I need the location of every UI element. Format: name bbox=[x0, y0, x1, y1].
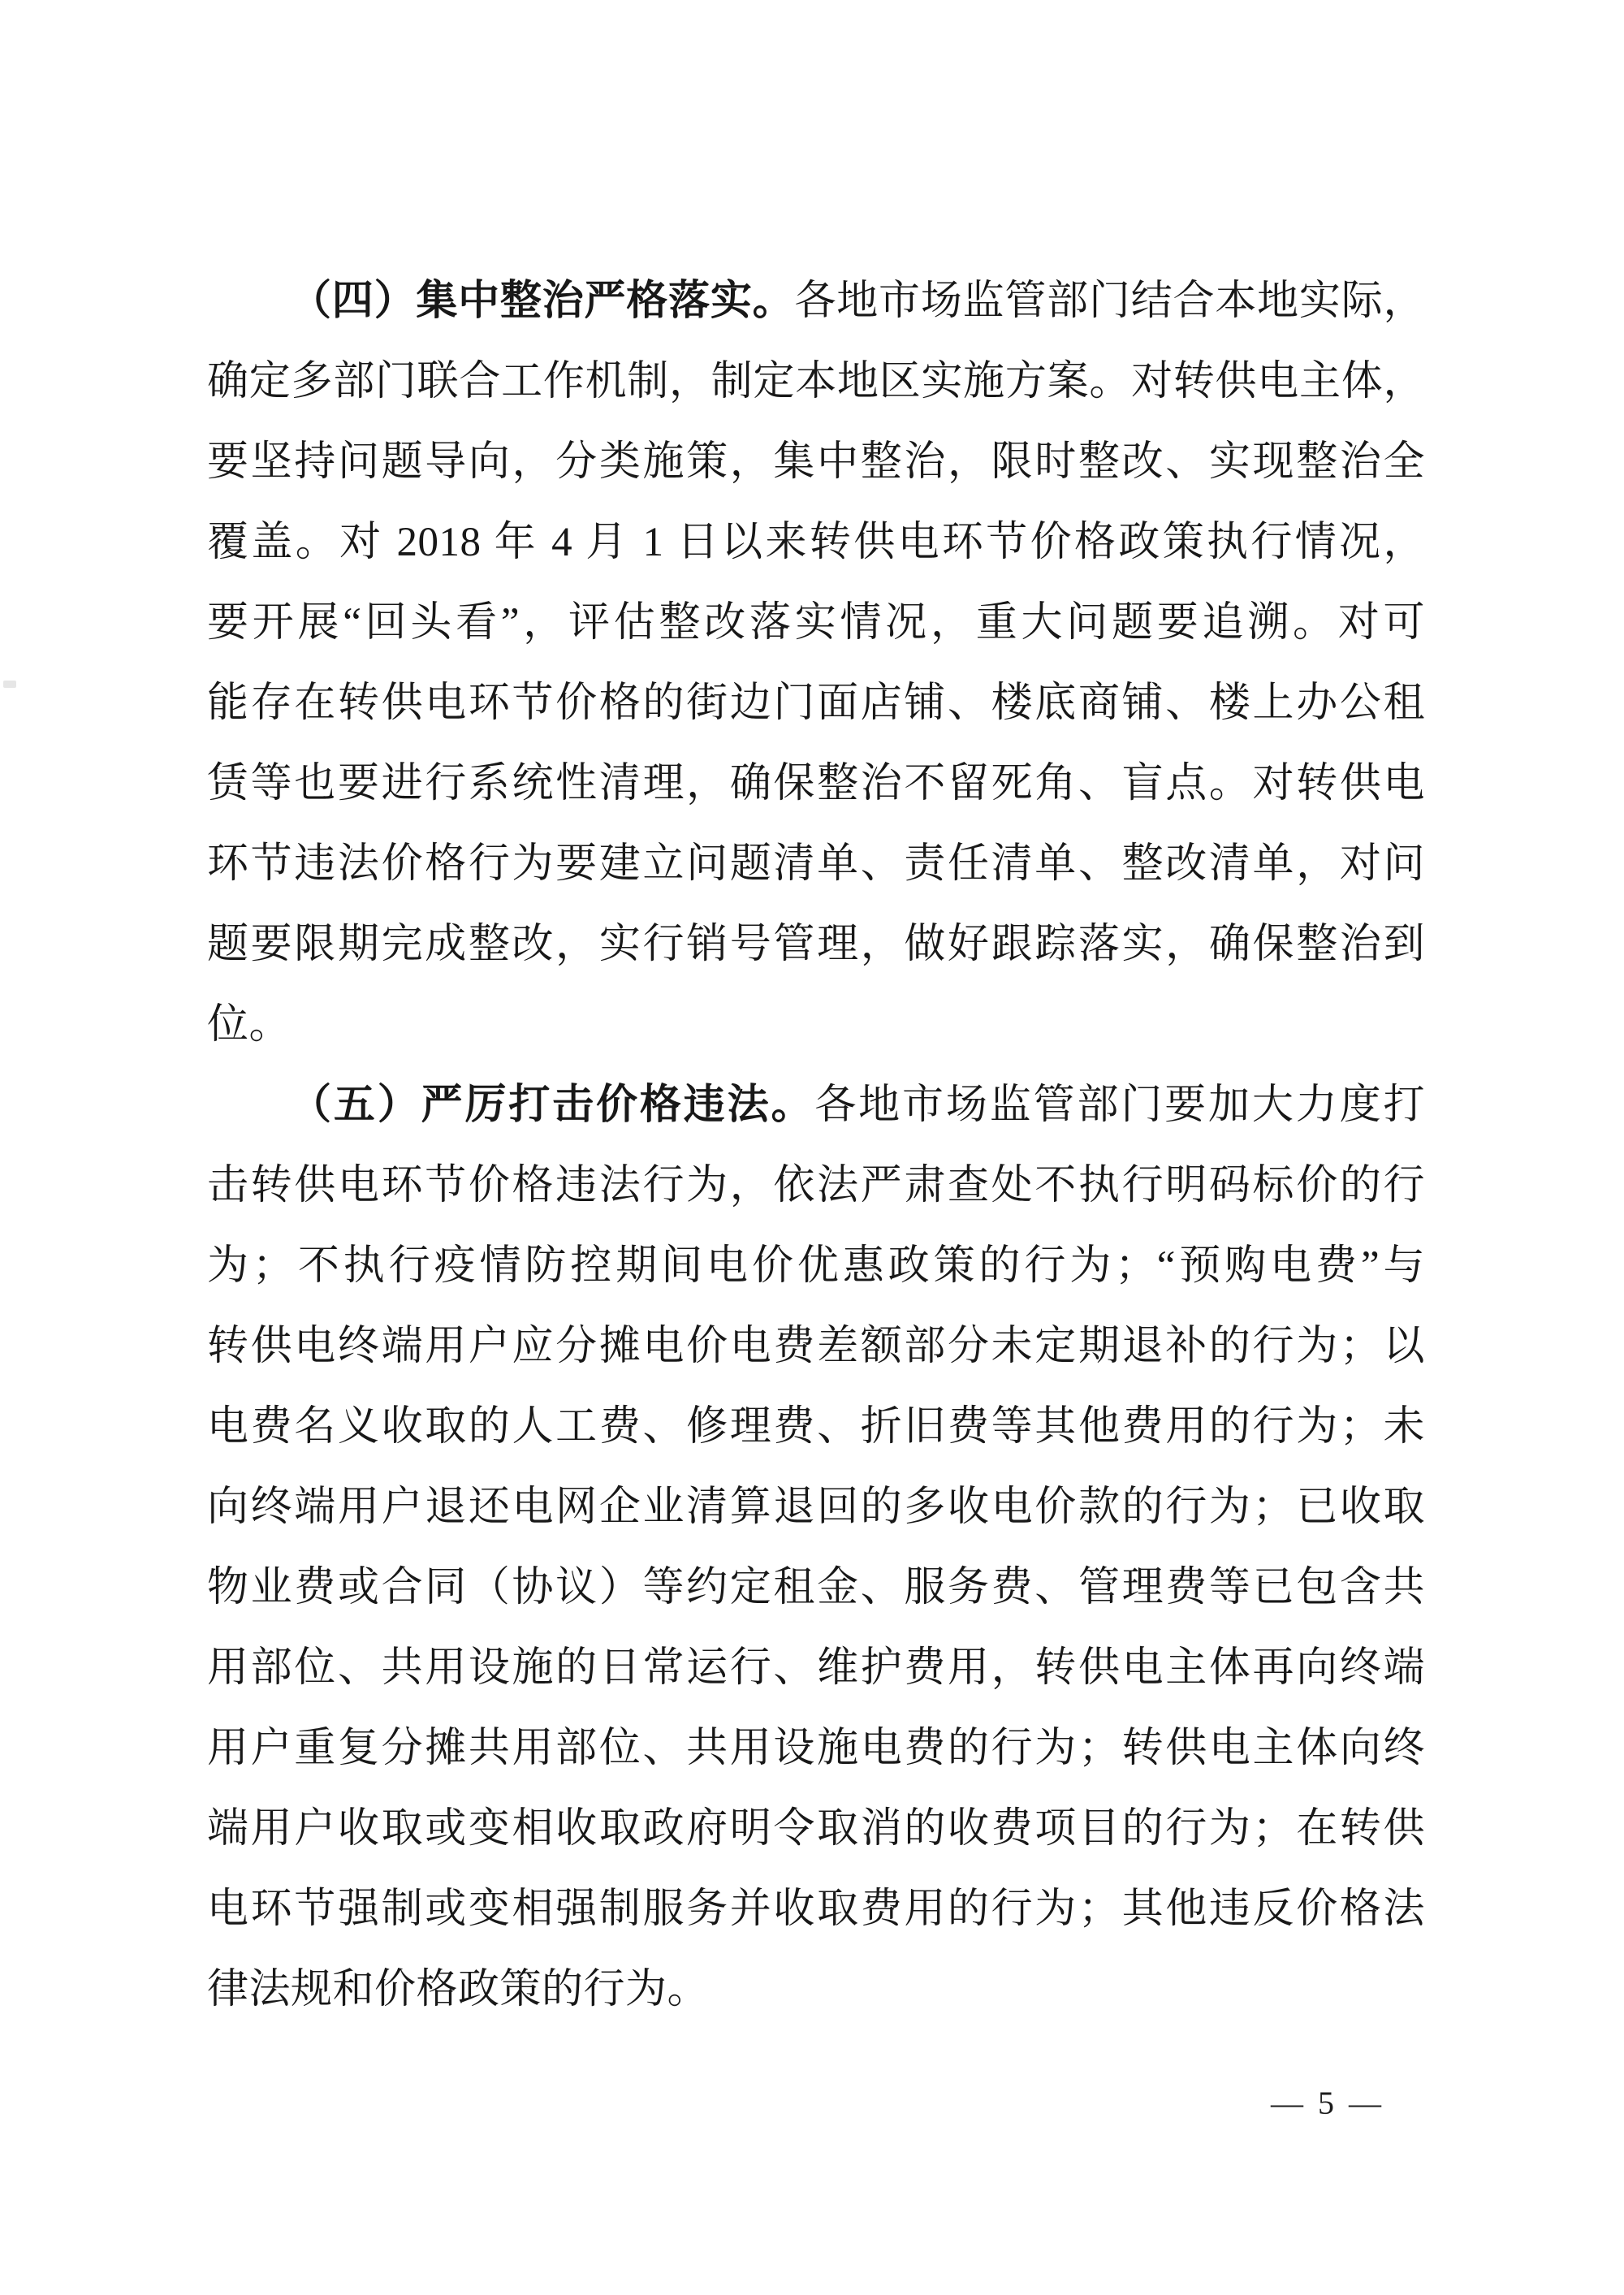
line-text: 电费名义收取的人工费、修理费、折旧费等其他费用的行为；未 bbox=[207, 1404, 1425, 1450]
line-text: 物业费或合同（协议）等约定租金、服务费、管理费等已包含共 bbox=[207, 1565, 1425, 1610]
text-line bbox=[207, 1467, 1425, 1548]
line-text: 电环节强制或变相强制服务并收取费用的行为；其他违反价格法 bbox=[207, 1887, 1425, 1932]
text-line bbox=[207, 1789, 1425, 1869]
text-line bbox=[207, 1146, 1425, 1226]
line-text: 能存在转供电环节价格的街边门面店铺、楼底商铺、楼上办公租 bbox=[207, 681, 1425, 726]
line-text: 环节违法价格行为要建立问题清单、责任清单、整改清单，对问 bbox=[207, 841, 1425, 887]
text-line bbox=[207, 261, 1425, 342]
line-text: 题要限期完成整改，实行销号管理，做好跟踪落实，确保整治到 bbox=[207, 922, 1425, 967]
text-line bbox=[207, 744, 1425, 824]
text-line bbox=[207, 422, 1425, 503]
text-line bbox=[207, 663, 1425, 744]
text-line bbox=[207, 1709, 1425, 1789]
text-line bbox=[207, 1628, 1425, 1709]
document-body bbox=[207, 261, 1425, 2030]
text-line bbox=[207, 1950, 1425, 2030]
line-text: 赁等也要进行系统性清理，确保整治不留死角、盲点。对转供电 bbox=[207, 761, 1425, 806]
line-text: 要开展“回头看”，评估整改落实情况，重大问题要追溯。对可 bbox=[207, 600, 1425, 646]
text-line bbox=[207, 1869, 1425, 1950]
text-line bbox=[207, 503, 1425, 583]
text-line bbox=[207, 905, 1425, 985]
paragraph-heading: （五）严厉打击价格违法。 bbox=[290, 1083, 815, 1128]
line-text: 确定多部门联合工作机制，制定本地区实施方案。对转供电主体， bbox=[207, 359, 1425, 404]
text-line bbox=[207, 1387, 1425, 1467]
line-text: 各地市场监管部门要加大力度打 bbox=[814, 1083, 1425, 1128]
text-line bbox=[207, 583, 1425, 663]
text-line bbox=[207, 342, 1425, 422]
line-text: 要坚持问题导向，分类施策，集中整治，限时整改、实现整治全 bbox=[207, 439, 1425, 485]
paragraph-heading: （四）集中整治严格落实。 bbox=[290, 279, 795, 324]
line-text: 为；不执行疫情防控期间电价优惠政策的行为；“预购电费”与 bbox=[207, 1243, 1425, 1289]
line-text: 转供电终端用户应分摊电价电费差额部分未定期退补的行为；以 bbox=[207, 1324, 1425, 1369]
text-line bbox=[207, 1548, 1425, 1628]
line-text: 用户重复分摊共用部位、共用设施电费的行为；转供电主体向终 bbox=[207, 1726, 1425, 1771]
text-line bbox=[207, 1065, 1425, 1146]
line-text: 律法规和价格政策的行为。 bbox=[207, 1967, 710, 2012]
line-text: 用部位、共用设施的日常运行、维护费用，转供电主体再向终端 bbox=[207, 1645, 1425, 1691]
line-text: 位。 bbox=[207, 1002, 292, 1048]
line-text: 各地市场监管部门结合本地实际， bbox=[794, 279, 1425, 324]
text-line bbox=[207, 985, 1425, 1065]
scan-artifact bbox=[3, 681, 16, 688]
line-text: 覆盖。对 2018 年 4 月 1 日以来转供电环节价格政策执行情况， bbox=[207, 520, 1425, 565]
page-number: — 5 — bbox=[1271, 2085, 1384, 2121]
text-line bbox=[207, 1226, 1425, 1307]
line-text: 击转供电环节价格违法行为，依法严肃查处不执行明码标价的行 bbox=[207, 1163, 1425, 1208]
text-line bbox=[207, 824, 1425, 905]
line-text: 端用户收取或变相收取政府明令取消的收费项目的行为；在转供 bbox=[207, 1806, 1425, 1852]
text-line bbox=[207, 1307, 1425, 1387]
line-text: 向终端用户退还电网企业清算退回的多收电价款的行为；已收取 bbox=[207, 1485, 1425, 1530]
